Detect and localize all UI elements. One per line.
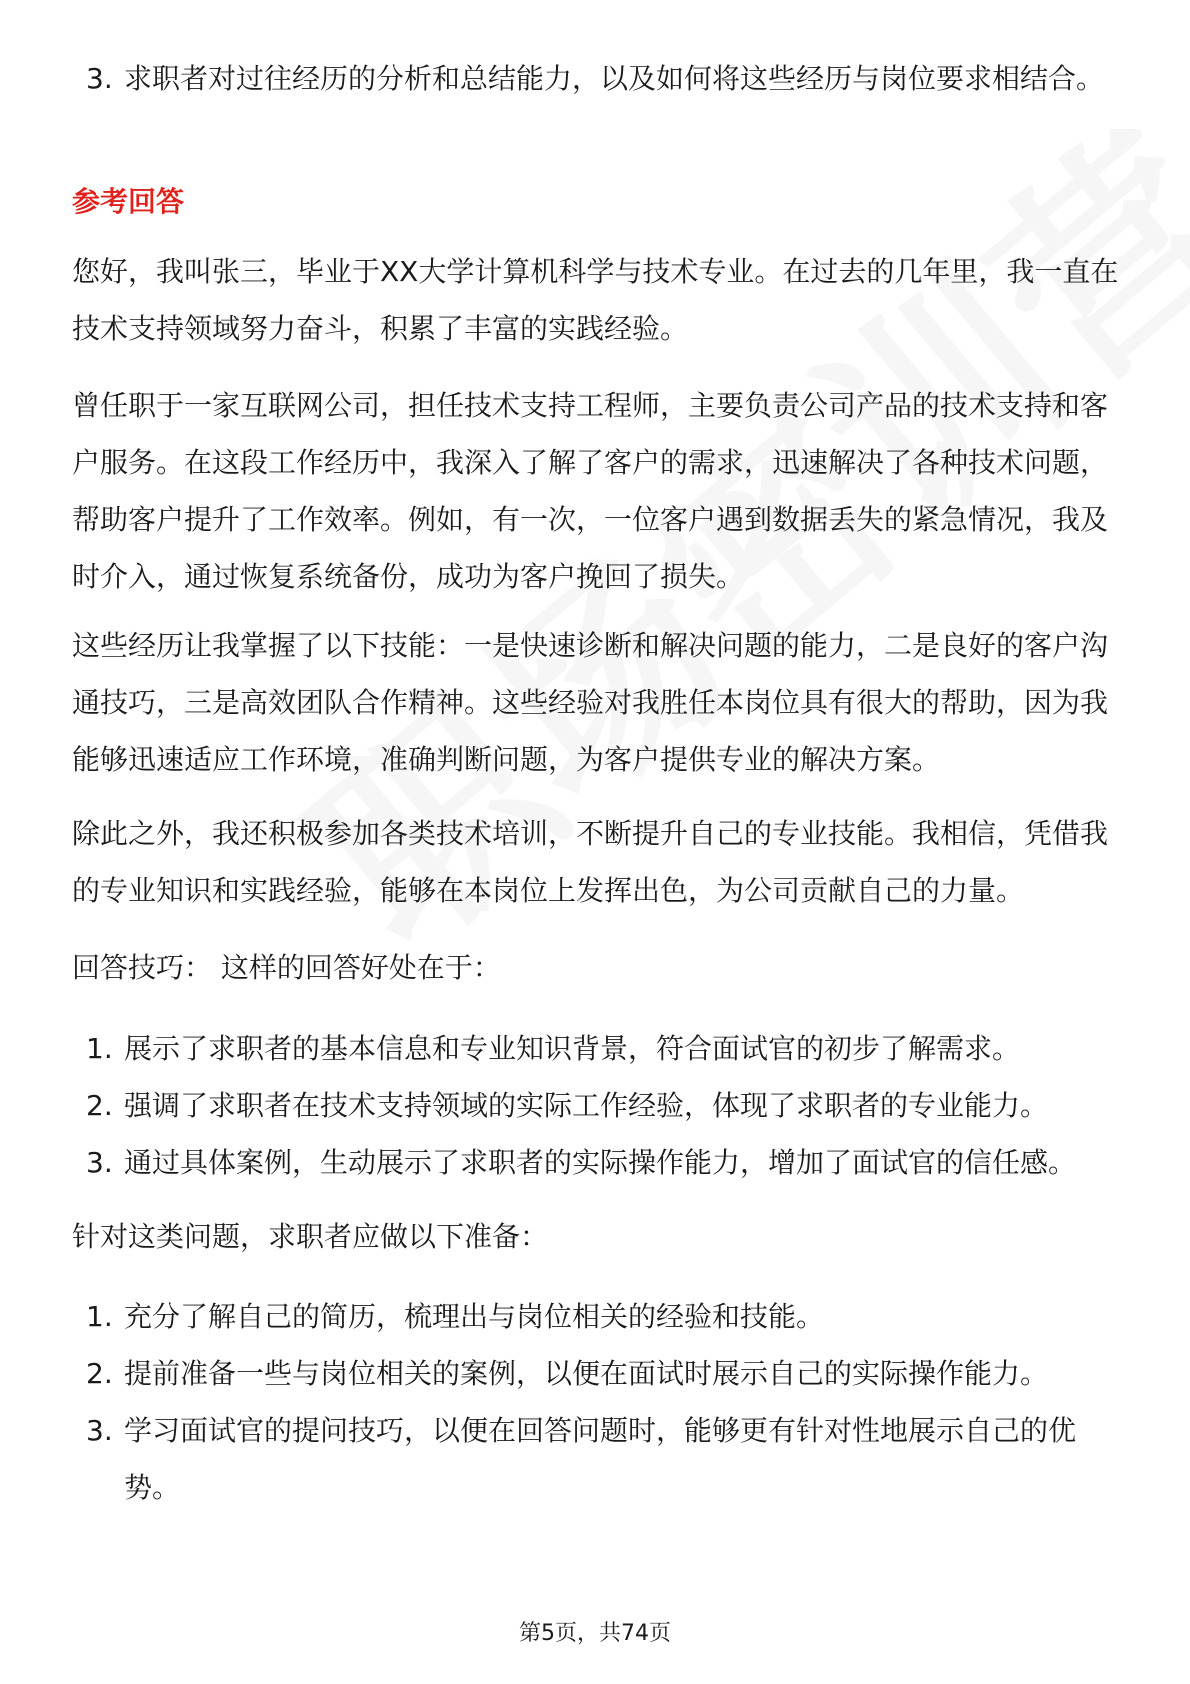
page-footer: 第5页，共74页 (519, 1621, 671, 1646)
list-text: 强调了求职者在技术支持领域的实际工作经验，体现了求职者的专业能力。 (124, 1089, 1049, 1122)
list-number: 3. (86, 62, 113, 95)
list-text: 通过具体案例，生动展示了求职者的实际操作能力，增加了面试官的信任感。 (124, 1146, 1077, 1179)
paragraph-intro: 您好，我叫张三，毕业于XX大学计算机科学与技术专业。在过去的几年里，我一直在技术支持领域努力奋斗，积累了丰富的实践经验。 (72, 255, 1119, 345)
prep-intro: 针对这类问题，求职者应做以下准备： (72, 1220, 549, 1253)
list-text: 学习面试官的提问技巧，以便在回答问题时，能够更有针对性地展示自己的优势。 (124, 1414, 1077, 1504)
tips-list (72, 1020, 1127, 1191)
list-item (72, 1288, 1127, 1345)
tips-intro: 回答技巧： 这样的回答好处在于： (72, 951, 501, 984)
list-item (72, 1077, 1127, 1134)
list-item (72, 50, 1127, 107)
list-number: 3. (86, 1146, 113, 1179)
section-heading: 参考回答 (72, 185, 185, 218)
list-number: 2. (86, 1089, 113, 1122)
list-number: 1. (86, 1032, 113, 1065)
list-text: 展示了求职者的基本信息和专业知识背景，符合面试官的初步了解需求。 (124, 1032, 1021, 1065)
list-number: 2. (86, 1357, 113, 1390)
list-text: 提前准备一些与岗位相关的案例，以便在面试时展示自己的实际操作能力。 (124, 1357, 1049, 1390)
prep-list (72, 1288, 1127, 1516)
list-number: 3. (86, 1414, 113, 1447)
paragraph-closing: 除此之外，我还积极参加各类技术培训，不断提升自己的专业技能。我相信，凭借我的专业知识和实践经验，能够在本岗位上发挥出色，为公司贡献自己的力量。 (72, 817, 1109, 907)
list-text: 充分了解自己的简历，梳理出与岗位相关的经验和技能。 (124, 1300, 825, 1333)
paragraph-experience: 曾任职于一家互联网公司，担任技术支持工程师，主要负责公司产品的技术支持和客户服务。在这段工作经历中，我深入了解了客户的需求，迅速解决了各种技术问题，帮助客户提升了工作效率。例如，有一次，一位客户遇到数据丢失的紧急情况，我及时介入，通过恢复系统备份，成功为客户挽回了损失。 (72, 389, 1109, 593)
list-text: 求职者对过往经历的分析和总结能力，以及如何将这些经历与岗位要求相结合。 (124, 62, 1105, 95)
list-item (72, 1402, 1127, 1516)
paragraph-skills: 这些经历让我掌握了以下技能：一是快速诊断和解决问题的能力，二是良好的客户沟通技巧，三是高效团队合作精神。这些经验对我胜任本岗位具有很大的帮助，因为我能够迅速适应工作环境，准确判断问题，为客户提供专业的解决方案。 (72, 629, 1109, 776)
list-number: 1. (86, 1300, 113, 1333)
list-item (72, 1020, 1127, 1077)
top-list (72, 50, 1127, 107)
list-item (72, 1345, 1127, 1402)
list-item (72, 1134, 1127, 1191)
